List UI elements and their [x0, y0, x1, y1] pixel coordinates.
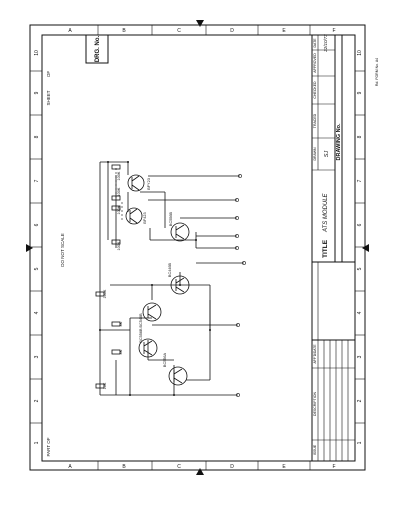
sheet-label: SHEET — [46, 90, 51, 106]
border-number-left-8: 8 — [34, 135, 40, 139]
issue-header: ISSUE — [313, 444, 317, 456]
border-number-left-3: 3 — [34, 355, 40, 359]
drawing-no-label: DRAWING No. — [336, 123, 342, 161]
revision-table — [312, 262, 355, 461]
label-r5: 100K — [103, 289, 107, 299]
border-number-right-4: 4 — [357, 311, 363, 315]
border-number-left-2: 2 — [34, 399, 40, 403]
label-bc556a: BC556A — [163, 352, 167, 368]
title-label: TITLE — [322, 239, 329, 258]
border-letter-bottom-d: D — [230, 464, 234, 470]
checked-label: CHECKED — [313, 81, 317, 99]
border-letter-bottom-c: C — [177, 464, 181, 470]
label-r2: 100K — [117, 187, 121, 197]
label-r6: 8K — [119, 321, 123, 327]
border-letter-top-d: D — [230, 28, 234, 34]
border-letter-bottom-f: F — [332, 464, 336, 470]
label-r4: 100K — [117, 241, 121, 251]
label-bf423: BF423 — [143, 212, 147, 224]
title-value: ATS MODULE — [323, 193, 329, 232]
label-bc556b-bc546b: BC556B BC546B — [139, 313, 143, 343]
border-number-right-7: 7 — [357, 179, 363, 183]
part-of-label: PART OF — [46, 437, 51, 457]
border-number-right-10: 10 — [357, 50, 363, 56]
drg-no-label: DRG. No. — [95, 35, 101, 63]
border-number-left-7: 7 — [34, 179, 40, 183]
transistor-bfy23 — [128, 175, 144, 191]
label-r7: 8K — [119, 349, 123, 355]
label-r8: 10K — [103, 382, 107, 390]
border-letter-bottom-b: B — [122, 464, 126, 470]
approved-label: APPROVED — [313, 53, 317, 73]
border-number-right-6: 6 — [357, 223, 363, 227]
border-letter-top-b: B — [122, 28, 126, 34]
label-r3: 100K — [117, 205, 121, 215]
label-bc446b: BC446B — [168, 262, 172, 278]
border-number-left-6: 6 — [34, 223, 40, 227]
border-number-right-9: 9 — [357, 91, 363, 95]
border-number-left-9: 9 — [34, 91, 40, 95]
border-number-right-1: 1 — [357, 441, 363, 445]
border-number-right-3: 3 — [357, 355, 363, 359]
title-block — [312, 35, 355, 262]
transistor-bc556a — [169, 367, 187, 385]
label-bfy23: BFY23 — [147, 178, 151, 190]
date-label: DATE — [313, 38, 317, 48]
traced-label: TRACED — [313, 113, 317, 129]
label-bc556b-upper: BC556B — [169, 211, 173, 227]
border-letter-top-e: E — [282, 28, 286, 34]
description-header: DESCRIPTION — [313, 392, 317, 416]
appd-date-header: APP'D/DATE — [313, 344, 317, 364]
border-number-left-5: 5 — [34, 267, 40, 271]
drawn-value: SJ — [324, 150, 330, 158]
border-number-right-2: 2 — [357, 399, 363, 403]
border-letter-top-c: C — [177, 28, 181, 34]
label-r1: 100K — [117, 171, 121, 181]
transistor-bc556b-upper — [171, 223, 189, 241]
date-value: 22/10/73 — [323, 34, 328, 52]
border-number-left-1: 1 — [34, 441, 40, 445]
border-letter-bottom-e: E — [282, 464, 286, 470]
border-letter-top-f: F — [332, 28, 336, 34]
sheet-of-label: OF — [46, 70, 51, 78]
top-center-mark — [196, 20, 204, 27]
border-letter-top-a: A — [68, 28, 72, 34]
border-number-left-4: 4 — [34, 311, 40, 315]
border-number-left-10: 10 — [34, 50, 40, 56]
border-letter-bottom-a: A — [68, 464, 72, 470]
do-not-scale-label: DO NOT SCALE — [60, 233, 65, 267]
border-number-right-8: 8 — [357, 135, 363, 139]
drawn-label: DRAWN — [313, 147, 317, 161]
bottom-center-mark — [196, 468, 204, 475]
transistor-bf423 — [126, 208, 142, 224]
border-number-right-5: 5 — [357, 267, 363, 271]
printer-form-mark: Rd. FORM No. A4 — [375, 57, 379, 87]
